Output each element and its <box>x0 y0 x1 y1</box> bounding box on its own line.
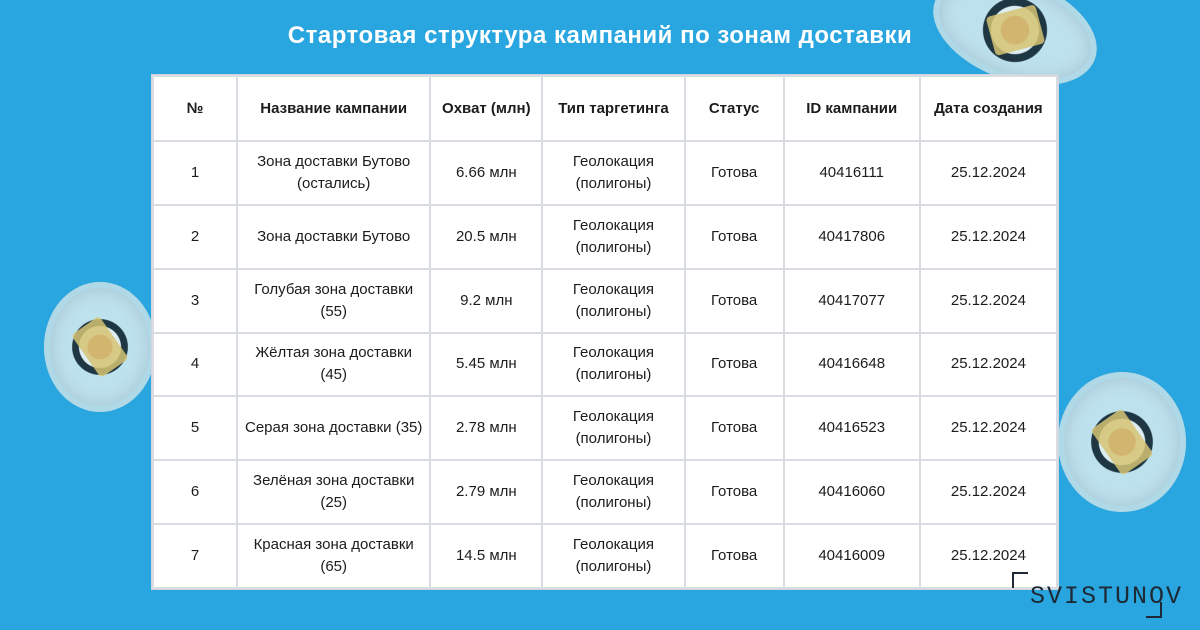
cell-campaign-name: Зона доставки Бутово (остались) <box>237 141 430 205</box>
cell-reach: 14.5 млн <box>430 524 542 588</box>
cell-created-date: 25.12.2024 <box>920 333 1057 397</box>
cell-created-date: 25.12.2024 <box>920 524 1057 588</box>
header-campaign-name: Название кампании <box>237 76 430 141</box>
cell-number: 2 <box>153 205 237 269</box>
cell-campaign-name: Зелёная зона доставки (25) <box>237 460 430 524</box>
cell-reach: 6.66 млн <box>430 141 542 205</box>
table-row <box>153 269 1057 333</box>
campaign-table-grid <box>152 75 1058 589</box>
table-row <box>153 333 1057 397</box>
cell-number: 5 <box>153 396 237 460</box>
sushi-roll-image <box>1058 372 1186 512</box>
cell-status: Готова <box>685 460 784 524</box>
cell-created-date: 25.12.2024 <box>920 460 1057 524</box>
cell-reach: 20.5 млн <box>430 205 542 269</box>
cell-number: 1 <box>153 141 237 205</box>
cell-campaign-id: 40416060 <box>784 460 920 524</box>
cell-status: Готова <box>685 141 784 205</box>
table-row <box>153 141 1057 205</box>
cell-targeting-type: Геолокация (полигоны) <box>542 205 684 269</box>
cell-reach: 5.45 млн <box>430 333 542 397</box>
cell-status: Готова <box>685 269 784 333</box>
cell-reach: 2.78 млн <box>430 396 542 460</box>
cell-campaign-name: Красная зона доставки (65) <box>237 524 430 588</box>
header-created-date: Дата создания <box>920 76 1057 141</box>
table-row <box>153 524 1057 588</box>
campaign-table <box>151 74 1059 590</box>
table-row <box>153 460 1057 524</box>
header-reach: Охват (млн) <box>430 76 542 141</box>
cell-campaign-id: 40417806 <box>784 205 920 269</box>
cell-status: Готова <box>685 524 784 588</box>
table-row <box>153 205 1057 269</box>
cell-number: 7 <box>153 524 237 588</box>
header-campaign-id: ID кампании <box>784 76 920 141</box>
cell-campaign-id: 40416009 <box>784 524 920 588</box>
cell-status: Готова <box>685 333 784 397</box>
cell-campaign-id: 40416111 <box>784 141 920 205</box>
header-number: № <box>153 76 237 141</box>
cell-created-date: 25.12.2024 <box>920 269 1057 333</box>
header-targeting-type: Тип таргетинга <box>542 76 684 141</box>
cell-number: 3 <box>153 269 237 333</box>
cell-campaign-id: 40417077 <box>784 269 920 333</box>
cell-created-date: 25.12.2024 <box>920 396 1057 460</box>
cell-campaign-id: 40416648 <box>784 333 920 397</box>
cell-campaign-name: Голубая зона доставки (55) <box>237 269 430 333</box>
cell-targeting-type: Геолокация (полигоны) <box>542 269 684 333</box>
cell-campaign-name: Серая зона доставки (35) <box>237 396 430 460</box>
cell-reach: 2.79 млн <box>430 460 542 524</box>
table-row <box>153 396 1057 460</box>
cell-number: 4 <box>153 333 237 397</box>
table-header-row <box>153 76 1057 141</box>
cell-reach: 9.2 млн <box>430 269 542 333</box>
cell-targeting-type: Геолокация (полигоны) <box>542 333 684 397</box>
cell-campaign-name: Зона доставки Бутово <box>237 205 430 269</box>
logo-text: SVISTUNOV <box>1030 582 1184 611</box>
cell-targeting-type: Геолокация (полигоны) <box>542 524 684 588</box>
cell-targeting-type: Геолокация (полигоны) <box>542 141 684 205</box>
cell-created-date: 25.12.2024 <box>920 205 1057 269</box>
cell-campaign-name: Жёлтая зона доставки (45) <box>237 333 430 397</box>
cell-campaign-id: 40416523 <box>784 396 920 460</box>
page-title: Стартовая структура кампаний по зонам доставки <box>287 22 913 49</box>
cell-targeting-type: Геолокация (полигоны) <box>542 396 684 460</box>
cell-created-date: 25.12.2024 <box>920 141 1057 205</box>
cell-targeting-type: Геолокация (полигоны) <box>542 460 684 524</box>
cell-status: Готова <box>685 205 784 269</box>
cell-status: Готова <box>685 396 784 460</box>
logo-corner <box>1012 572 1028 588</box>
brand-logo <box>1012 572 1184 618</box>
header-status: Статус <box>685 76 784 141</box>
cell-number: 6 <box>153 460 237 524</box>
sushi-roll-image <box>44 282 156 412</box>
